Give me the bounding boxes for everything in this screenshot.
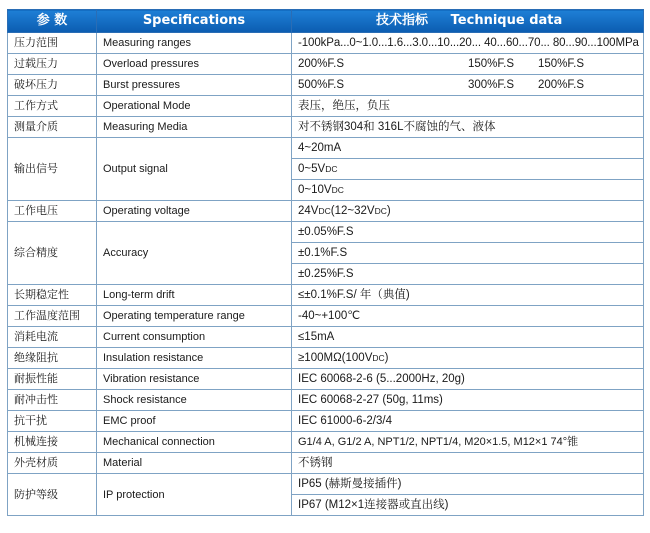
row-label-en: Accuracy — [97, 222, 292, 285]
row-value: -100kPa...0~1.0...1.6...3.0...10...20... 40...60...70... 80...90...100MPa — [292, 33, 644, 54]
table-row — [8, 411, 644, 432]
row-label-cn: 机械连接 — [8, 432, 97, 453]
row-value — [292, 159, 644, 180]
table-row — [8, 369, 644, 390]
row-value: 表压，绝压，负压 — [292, 96, 644, 117]
dc-subscript: DC — [372, 353, 385, 363]
row-label-en: Shock resistance — [97, 390, 292, 411]
row-value — [292, 201, 644, 222]
row-label-cn: 过载压力 — [8, 54, 97, 75]
row-value: ≤±0.1%F.S/ 年（典值) — [292, 285, 644, 306]
table-row — [8, 453, 644, 474]
row-value — [292, 348, 644, 369]
row-label-en: Measuring ranges — [97, 33, 292, 54]
value-3: 200%F.S — [538, 79, 585, 91]
header-param: 参 数 — [8, 10, 97, 33]
row-label-en: Output signal — [97, 138, 292, 201]
row-value: IEC 60068-2-27 (50g, 11ms) — [292, 390, 644, 411]
row-label-en: Material — [97, 453, 292, 474]
row-value: G1/4 A, G1/2 A, NPT1/2, NPT1/4, M20×1.5, M12×1 74°锥 — [292, 432, 644, 453]
value-text: (12~32V — [330, 205, 375, 217]
value-2: 300%F.S — [468, 79, 515, 91]
row-label-cn: 长期稳定性 — [8, 285, 97, 306]
value-text: ) — [386, 205, 391, 217]
table-row — [8, 222, 644, 243]
row-value: -40~+100℃ — [292, 306, 644, 327]
row-value — [292, 54, 644, 75]
row-label-en: Current consumption — [97, 327, 292, 348]
row-label-en: Insulation resistance — [97, 348, 292, 369]
row-label-en: Measuring Media — [97, 117, 292, 138]
row-value: IP67 (M12×1连接器或直出线) — [292, 495, 644, 516]
table-row — [8, 138, 644, 159]
value-1: 500%F.S — [298, 79, 345, 91]
row-label-en: IP protection — [97, 474, 292, 516]
table-row — [8, 390, 644, 411]
dc-subscript: DC — [374, 206, 387, 216]
spec-table — [7, 9, 644, 516]
header-technique-data — [292, 10, 644, 33]
table-row — [8, 117, 644, 138]
row-value: IEC 61000-6-2/3/4 — [292, 411, 644, 432]
row-value: 不锈钢 — [292, 453, 644, 474]
value-3: 150%F.S — [538, 58, 585, 70]
table-header — [8, 10, 644, 33]
table-row — [8, 474, 644, 495]
row-label-cn: 消耗电流 — [8, 327, 97, 348]
row-label-en: Operating voltage — [97, 201, 292, 222]
table-row — [8, 75, 644, 96]
row-label-en: Operating temperature range — [97, 306, 292, 327]
table-row — [8, 33, 644, 54]
row-label-cn: 防护等级 — [8, 474, 97, 516]
table-row — [8, 306, 644, 327]
header-specifications: Specifications — [97, 10, 292, 33]
row-label-cn: 压力范围 — [8, 33, 97, 54]
table-row — [8, 285, 644, 306]
value-2: 150%F.S — [468, 58, 515, 70]
row-value: IP65 (赫斯曼接插件) — [292, 474, 644, 495]
row-label-cn: 测量介质 — [8, 117, 97, 138]
value-text: ≥100MΩ(100V — [298, 352, 373, 364]
row-label-en: Vibration resistance — [97, 369, 292, 390]
row-label-cn: 耐冲击性 — [8, 390, 97, 411]
row-value: IEC 60068-2-6 (5...2000Hz, 20g) — [292, 369, 644, 390]
header-tech-cn: 技术指标 — [376, 13, 429, 28]
value-text: ) — [384, 352, 389, 364]
row-label-en: Long-term drift — [97, 285, 292, 306]
row-value: ≤15mA — [292, 327, 644, 348]
header-tech-en: Technique data — [450, 13, 563, 28]
table-row — [8, 201, 644, 222]
row-label-cn: 破坏压力 — [8, 75, 97, 96]
value-text: 24V — [298, 205, 319, 217]
dc-subscript: DC — [318, 206, 331, 216]
dc-subscript: DC — [331, 185, 344, 195]
table-row — [8, 54, 644, 75]
row-value: ±0.1%F.S — [292, 243, 644, 264]
row-label-en: EMC proof — [97, 411, 292, 432]
value-text: 0~5V — [298, 163, 326, 175]
row-label-en: Overload pressures — [97, 54, 292, 75]
table-row — [8, 348, 644, 369]
dc-subscript: DC — [325, 164, 338, 174]
row-label-cn: 工作方式 — [8, 96, 97, 117]
row-label-cn: 耐振性能 — [8, 369, 97, 390]
row-value: ±0.25%F.S — [292, 264, 644, 285]
table-row — [8, 327, 644, 348]
value-1: 200%F.S — [298, 58, 345, 70]
row-value — [292, 75, 644, 96]
row-label-en: Mechanical connection — [97, 432, 292, 453]
table-row — [8, 432, 644, 453]
row-label-cn: 综合精度 — [8, 222, 97, 285]
row-label-cn: 外壳材质 — [8, 453, 97, 474]
row-label-cn: 输出信号 — [8, 138, 97, 201]
row-label-en: Operational Mode — [97, 96, 292, 117]
row-value: 4~20mA — [292, 138, 644, 159]
row-label-cn: 工作温度范围 — [8, 306, 97, 327]
row-value — [292, 180, 644, 201]
row-value: ±0.05%F.S — [292, 222, 644, 243]
row-label-cn: 绝缘阻抗 — [8, 348, 97, 369]
row-value: 对不锈钢304和 316L不腐蚀的气、液体 — [292, 117, 644, 138]
table-row — [8, 96, 644, 117]
row-label-cn: 抗干扰 — [8, 411, 97, 432]
row-label-cn: 工作电压 — [8, 201, 97, 222]
row-label-en: Burst pressures — [97, 75, 292, 96]
value-text: 0~10V — [298, 184, 332, 196]
